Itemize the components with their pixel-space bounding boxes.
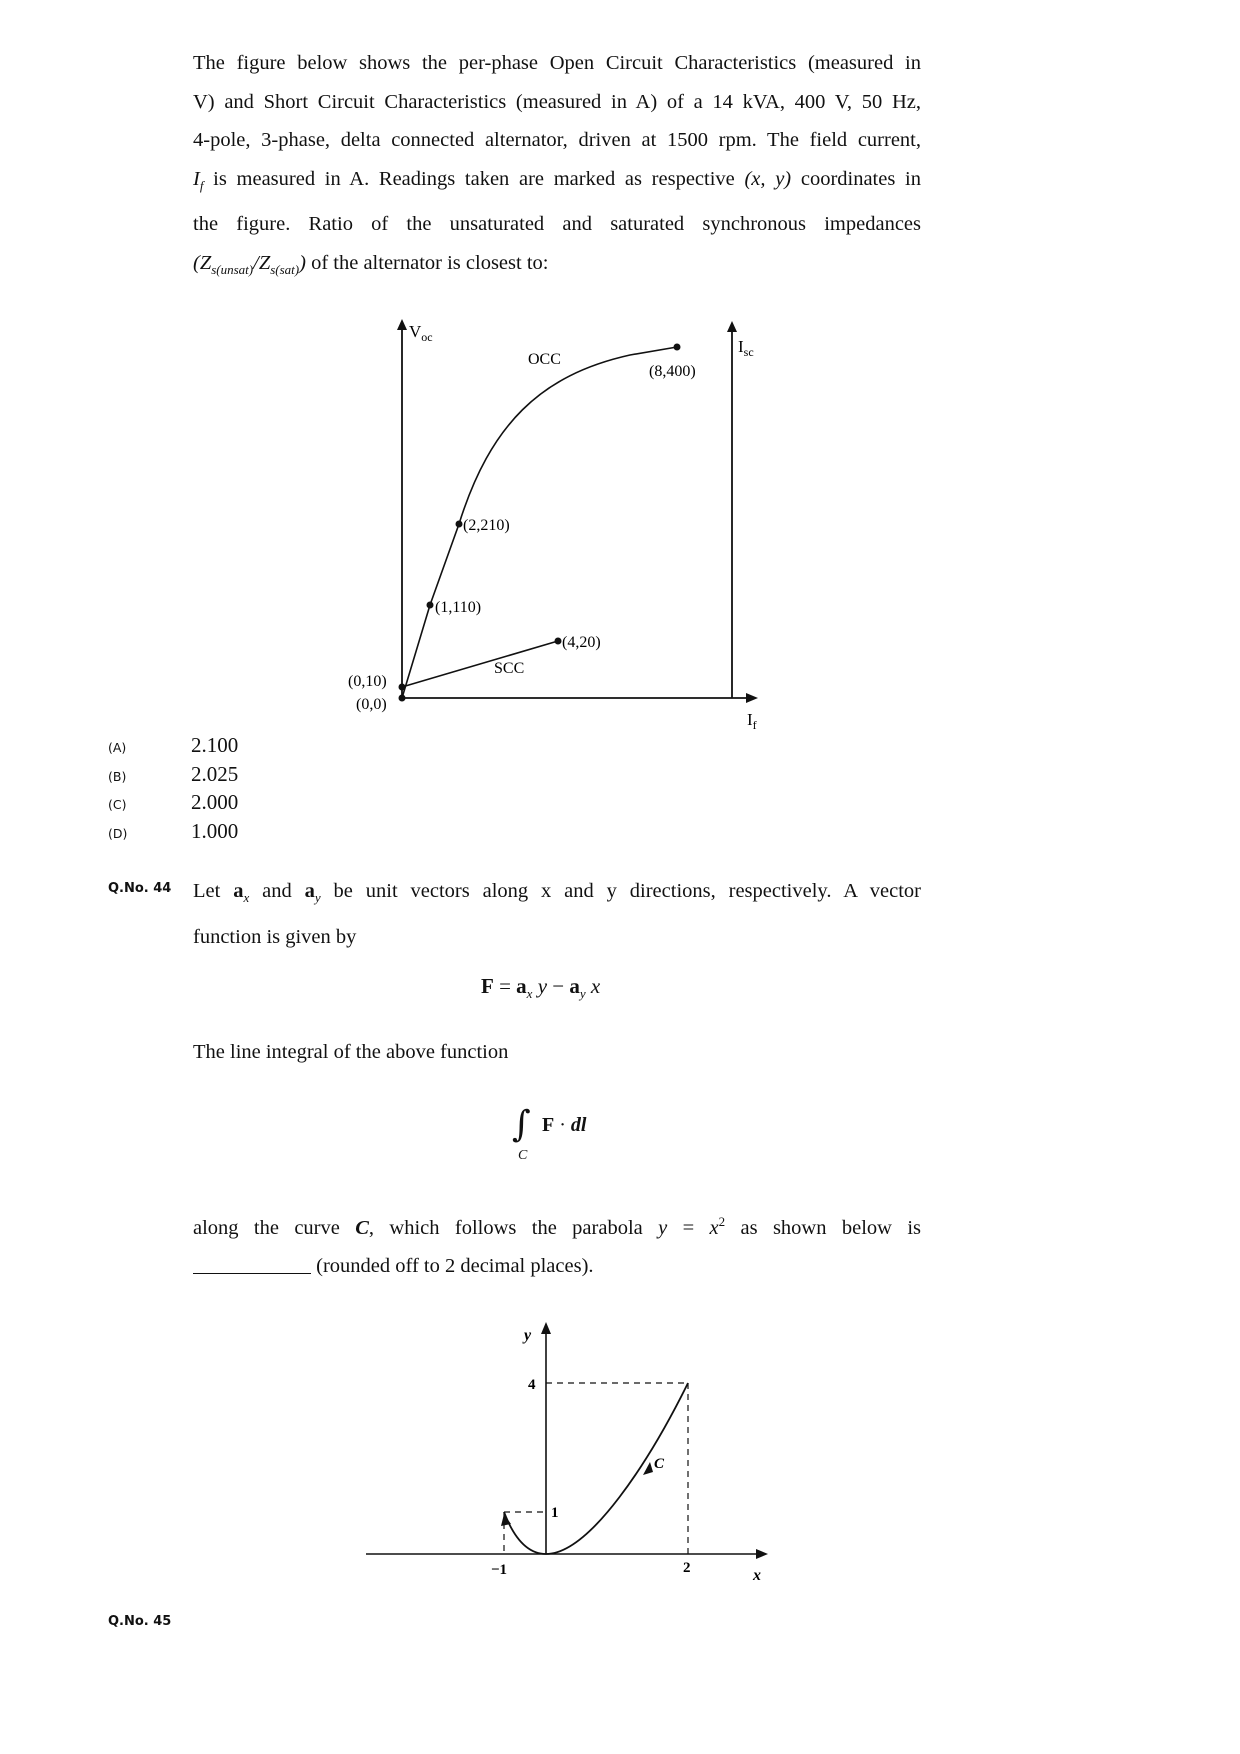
q43-line-5: the figure. Ratio of the unsaturated and saturated synchronous impedances bbox=[193, 213, 921, 236]
question-44-text-cont bbox=[193, 1203, 921, 1286]
direction-arrow-c bbox=[643, 1462, 653, 1475]
q44-line-5: (rounded off to 2 decimal places). bbox=[193, 1247, 921, 1286]
option-b-label: (B) bbox=[108, 769, 127, 784]
occ-scc-figure bbox=[330, 315, 790, 735]
point-0-10 bbox=[399, 684, 406, 691]
q43-line-4: $I_f$ is measured in A. Readings taken are marked as respective (x, y) coordinates in bbox=[193, 167, 921, 193]
option-a-value[interactable]: 2.100 bbox=[191, 733, 239, 757]
option-b-value[interactable]: 2.025 bbox=[191, 762, 239, 786]
tick-2: 2 bbox=[683, 1560, 691, 1576]
tick-neg1: −1 bbox=[491, 1562, 508, 1578]
option-d-value[interactable]: 1.000 bbox=[191, 819, 239, 843]
isc-axis-arrow bbox=[727, 321, 737, 332]
q43-line-2: V) and Short Circuit Characteristics (measured in A) of a 14 kVA, 400 V, 50 Hz, bbox=[193, 90, 921, 113]
point-2-210 bbox=[456, 521, 463, 528]
isc-axis-label: $I_{sc}$ bbox=[738, 337, 754, 359]
label-8-400: (8,400) bbox=[649, 363, 696, 380]
parabola-curve-smooth bbox=[546, 1383, 688, 1554]
point-4-20 bbox=[555, 638, 562, 645]
if-axis-label: $I_f$ bbox=[747, 710, 757, 732]
option-a-label: (A) bbox=[108, 740, 127, 755]
vector-function-equation: $F = a_x$ $y - a_y$ x bbox=[481, 974, 601, 1002]
tick-1: 1 bbox=[551, 1505, 559, 1521]
x-axis-label: x bbox=[753, 1567, 761, 1584]
y-axis-arrow bbox=[541, 1322, 551, 1334]
integral-sign: ∫ bbox=[512, 1104, 531, 1145]
question-44-number: Q.No. 44 bbox=[108, 881, 172, 896]
scc-line bbox=[402, 641, 558, 687]
question-44-text bbox=[193, 872, 921, 956]
question-45-number: Q.No. 45 bbox=[108, 1614, 172, 1629]
option-d-label: (D) bbox=[108, 826, 128, 841]
line-integral bbox=[512, 1104, 632, 1178]
q43-line-3: 4-pole, 3-phase, delta connected alternator, driven at 1500 rpm. The field current, bbox=[193, 129, 921, 151]
q44-line-1: Let $a_x$ and $a_y$ be unit vectors along x and y directions, respectively. A vector bbox=[193, 880, 921, 906]
option-c-value[interactable]: 2.000 bbox=[191, 790, 239, 814]
option-c-label: (C) bbox=[108, 797, 127, 812]
x-axis-arrow bbox=[756, 1549, 768, 1559]
q44-line-3: The line integral of the above function bbox=[193, 1041, 509, 1063]
label-1-110: (1,110) bbox=[435, 599, 482, 616]
point-0-0 bbox=[399, 695, 406, 702]
q44-line-2: function is given by bbox=[193, 925, 357, 948]
if-axis-arrow bbox=[746, 693, 758, 703]
label-2-210: (2,210) bbox=[463, 517, 510, 534]
answer-blank[interactable] bbox=[193, 1255, 311, 1274]
integral-lower-limit: C bbox=[518, 1148, 528, 1163]
q43-line-6: $(Z_{s(unsat)}/Z_{s(sat)})$ of the alternator is closest to: bbox=[193, 251, 549, 277]
scc-label: SCC bbox=[494, 660, 525, 677]
tick-4: 4 bbox=[528, 1377, 536, 1393]
q44-line-4: along the curve C, which follows the parabola $y = x^2$ as shown below is bbox=[193, 1214, 921, 1239]
label-0-10: (0,10) bbox=[348, 673, 387, 690]
label-0-0: (0,0) bbox=[356, 696, 387, 713]
curve-label-c: C bbox=[654, 1456, 665, 1472]
occ-curve bbox=[402, 347, 677, 698]
voc-axis-arrow bbox=[397, 319, 407, 330]
parabola-graph bbox=[360, 1310, 780, 1590]
parabola-curve bbox=[504, 1512, 546, 1554]
voc-axis-label: $V_{oc}$ bbox=[409, 322, 433, 344]
label-4-20: (4,20) bbox=[562, 634, 601, 651]
occ-label: OCC bbox=[528, 351, 561, 368]
question-43-text bbox=[193, 44, 921, 289]
q43-line-1: The figure below shows the per-phase Open Circuit Characteristics (measured in bbox=[193, 52, 921, 74]
point-8-400 bbox=[674, 344, 681, 351]
point-1-110 bbox=[427, 602, 434, 609]
integrand: F · dl bbox=[542, 1114, 587, 1136]
y-axis-label: y bbox=[524, 1327, 532, 1344]
